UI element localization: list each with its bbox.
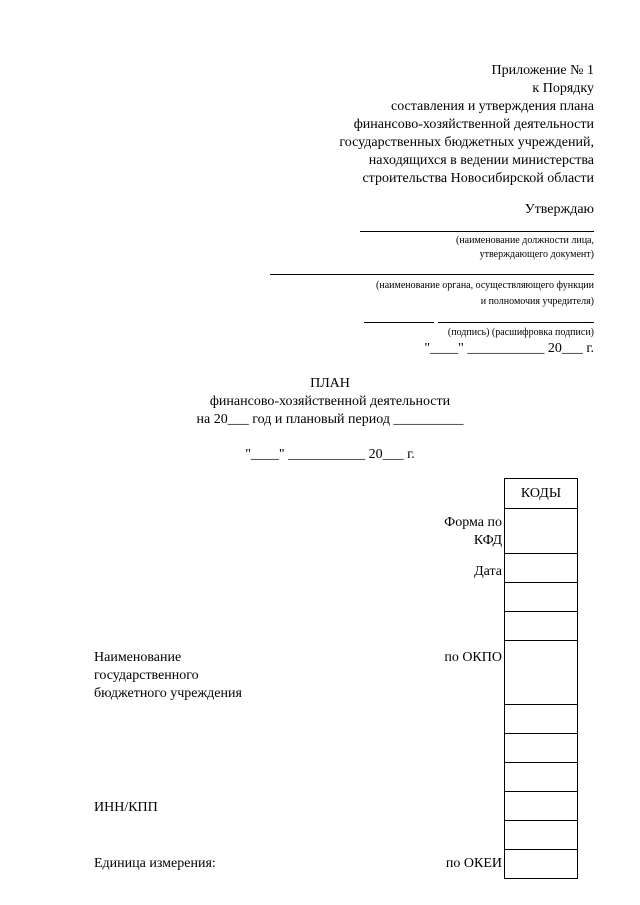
plan-subtitle: финансово-хозяйственной деятельности <box>209 394 451 409</box>
form-kfd-label-line: КФД <box>473 533 502 548</box>
date-label: Дата <box>474 564 502 579</box>
organ-caption-line: (наименование органа, осуществляющего функции <box>376 280 594 291</box>
approval-title: Утверждаю <box>524 202 594 217</box>
form-kfd-label <box>444 514 502 550</box>
institution-label-line: государственного <box>94 668 199 683</box>
code-cell[interactable] <box>505 734 578 763</box>
appendix-line: к Порядку <box>532 81 594 96</box>
institution-label-line: бюджетного учреждения <box>94 686 242 701</box>
position-caption <box>456 234 594 262</box>
appendix-header <box>339 62 594 188</box>
institution-label-line: Наименование <box>94 650 182 665</box>
codes-header: КОДЫ <box>505 479 578 509</box>
appendix-line: находящихся в ведении министерства <box>368 153 594 168</box>
appendix-line: государственных бюджетных учреждений, <box>339 135 594 150</box>
appendix-line: финансово-хозяйственной деятельности <box>353 117 594 132</box>
position-line[interactable] <box>360 231 594 232</box>
inn-kpp-label: ИНН/КПП <box>94 800 158 815</box>
okpo-cell[interactable] <box>505 641 578 705</box>
code-cell[interactable] <box>505 583 578 612</box>
plan-date: "____" ___________ 20___ г. <box>245 447 415 462</box>
date-cell[interactable] <box>505 554 578 583</box>
okei-label: по ОКЕИ <box>445 856 502 871</box>
inn-kpp-cell[interactable] <box>505 792 578 821</box>
appendix-line: Приложение № 1 <box>491 63 594 78</box>
code-cell[interactable] <box>505 821 578 850</box>
organ-line[interactable] <box>270 274 594 275</box>
institution-label <box>94 649 242 703</box>
organ-caption <box>376 278 594 310</box>
code-cell[interactable] <box>505 612 578 641</box>
form-kfd-label-line: Форма по <box>444 515 502 530</box>
approval-date: "____" ___________ 20___ г. <box>424 341 594 356</box>
position-caption-line: (наименование должности лица, <box>455 235 594 246</box>
code-cell[interactable] <box>505 763 578 792</box>
okpo-label: по ОКПО <box>444 650 502 665</box>
position-caption-line: утверждающего документ) <box>479 249 594 260</box>
signature-line[interactable] <box>364 322 434 323</box>
plan-title: ПЛАН <box>310 376 350 391</box>
okei-cell[interactable] <box>505 850 578 879</box>
signature-decoding-line[interactable] <box>438 322 594 323</box>
appendix-line: строительства Новосибирской области <box>362 171 594 186</box>
organ-caption-line: и полномочия учредителя) <box>480 296 594 307</box>
signature-caption: (подпись) (расшифровка подписи) <box>447 327 594 338</box>
unit-label: Единица измерения: <box>94 856 216 871</box>
code-cell[interactable] <box>505 705 578 734</box>
codes-table <box>504 478 578 879</box>
appendix-line: составления и утверждения плана <box>390 99 594 114</box>
form-kfd-cell[interactable] <box>505 509 578 554</box>
plan-period: на 20___ год и плановый период __________ <box>196 412 464 427</box>
